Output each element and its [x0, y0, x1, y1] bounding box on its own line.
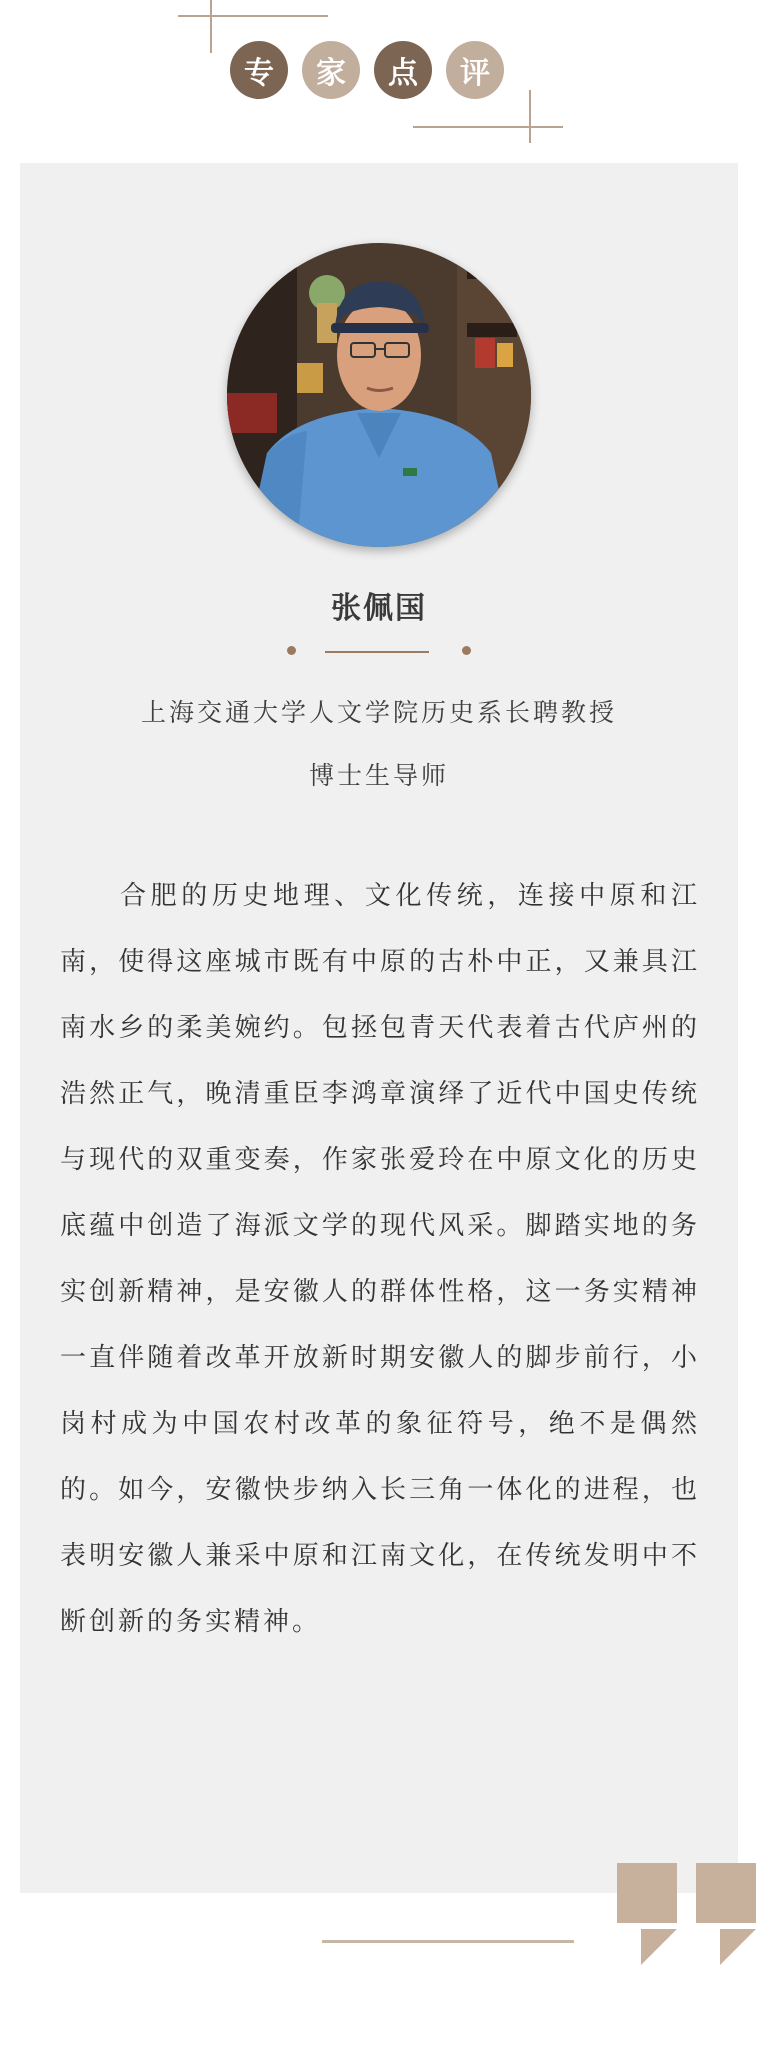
name-divider: [287, 646, 471, 656]
deco-line-top-vertical: [210, 0, 212, 53]
expert-title-line2: 博士生导师: [308, 761, 449, 790]
bookmark-flag-icon: [696, 1863, 756, 1965]
title-char-4: 评: [446, 41, 504, 99]
title-char-1: 专: [230, 41, 288, 99]
expert-name: 张佩国: [331, 591, 427, 626]
portrait-photo-icon: [227, 243, 531, 547]
commentary-paragraph: 合肥的历史地理、文化传统，连接中原和江南，使得这座城市既有中原的古朴中正，又兼具江南水乡的柔美婉约。包拯包青天代表着古代庐州的浩然正气，晚清重臣李鸿章演绎了近代中国史传统与现代的双重变奏，作家张爱玲在中原文化的历史底蕴中创造了海派文学的现代风采。脚踏实地的务实创新精神，是安徽人的群体性格，这一务实精神一直伴随着改革开放新时期安徽人的脚步前行，小岗村成为中国农村改革的象征符号，绝不是偶然的。如今，安徽快步纳入长三角一体化的进程，也表明安徽人兼采中原和江南文化，在传统发明中不断创新的务实精神。: [60, 881, 700, 1637]
divider-bar: [325, 651, 429, 653]
divider-dot-right: [462, 646, 471, 655]
deco-line-right-vertical: [529, 90, 531, 143]
expert-card: [20, 163, 738, 1893]
footer-line: [322, 1940, 574, 1943]
deco-line-top-horizontal: [178, 15, 328, 17]
title-char-3: 点: [374, 41, 432, 99]
deco-line-right-horizontal: [413, 126, 563, 128]
section-title: [230, 41, 510, 101]
divider-dot-left: [287, 646, 296, 655]
title-char-2: 家: [302, 41, 360, 99]
avatar: [227, 243, 531, 547]
expert-title-line1: 上海交通大学人文学院历史系长聘教授: [140, 698, 617, 727]
bookmark-flag-icon: [617, 1863, 677, 1965]
